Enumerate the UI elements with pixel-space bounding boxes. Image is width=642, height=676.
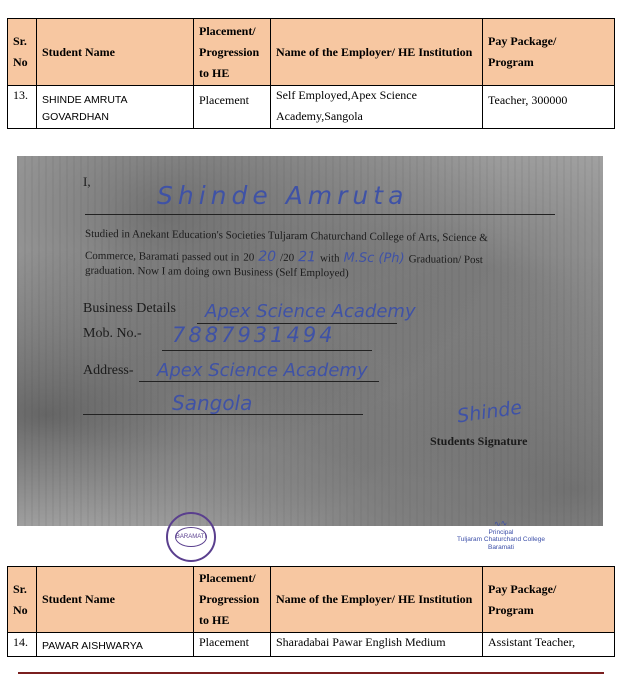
principal-college: Tuljaram Chaturchand College	[457, 536, 545, 543]
header-employer: Name of the Employer/ HE Institution	[271, 567, 483, 633]
employer-cell: Sharadabai Pawar English Medium	[271, 633, 483, 657]
name-underline	[85, 214, 555, 215]
footer-rule	[18, 672, 604, 674]
header-employer: Name of the Employer/ HE Institution	[271, 19, 483, 86]
sr-no-cell: 13.	[8, 86, 37, 129]
students-signature-label: Students Signature	[430, 434, 528, 448]
table-header-row	[8, 19, 615, 86]
college-seal	[166, 512, 216, 562]
cert-graduation-line: graduation. Now I am doing own Business (Self Employed)	[84, 264, 349, 280]
cert-i-label: I,	[83, 174, 91, 189]
address-underline-2	[83, 414, 363, 415]
principal-stamp	[445, 520, 557, 551]
scanned-certificate	[17, 156, 603, 529]
student-signature-handwritten: Shinde	[455, 396, 524, 428]
degree-handwritten: M.Sc (Ph)	[343, 250, 405, 267]
mobile-underline	[162, 350, 372, 351]
address-underline-1	[139, 381, 379, 382]
cert-studied-line: Studied in Anekant Education's Societies Tuljaram Chaturchand College of Arts, Science &	[84, 227, 488, 245]
placement-table-2	[7, 566, 615, 657]
placement-type-cell: Placement	[194, 633, 271, 657]
table-header-row	[8, 567, 615, 633]
year-to-handwritten: 21	[298, 249, 317, 266]
address-handwritten-line2: Sangola	[172, 391, 253, 415]
header-sr-no: Sr. No	[8, 19, 37, 86]
student-name-cell: PAWAR AISHWARYA	[37, 633, 194, 657]
cert-name-handwritten: Shinde Amruta	[157, 181, 409, 210]
business-details-handwritten: Apex Science Academy	[205, 301, 416, 322]
cert-commerce-line: Commerce, Baramati passed out in 20 20 /20 21 with M.Sc (Ph) Graduation/ Post	[84, 248, 483, 267]
header-placement: Placement/ Progression to HE	[194, 19, 271, 86]
principal-signature-mark: ∿∿	[493, 518, 509, 529]
placement-table-1	[7, 18, 615, 129]
table-row	[8, 86, 615, 129]
principal-title: Principal	[488, 528, 514, 536]
header-student-name: Student Name	[37, 567, 194, 633]
business-details-label: Business Details	[83, 301, 176, 316]
mobile-label: Mob. No.-	[83, 326, 142, 341]
header-student-name: Student Name	[37, 19, 194, 86]
header-pay-package: Pay Package/ Program	[483, 567, 615, 633]
year-from-handwritten: 20	[258, 248, 277, 265]
pay-package-cell: Assistant Teacher,	[483, 633, 615, 657]
header-sr-no: Sr. No	[8, 567, 37, 633]
mobile-number-handwritten: 7887931494	[172, 323, 336, 347]
seal-text: BARAMATI	[175, 527, 207, 547]
pay-package-cell: Teacher, 300000	[483, 86, 615, 129]
principal-city: Baramati	[487, 543, 514, 551]
placement-type-cell: Placement	[194, 86, 271, 129]
header-placement: Placement/ Progression to HE	[194, 567, 271, 633]
student-name-cell: SHINDE AMRUTA GOVARDHAN	[37, 86, 194, 129]
table-row	[8, 633, 615, 657]
header-pay-package: Pay Package/ Program	[483, 19, 615, 86]
address-handwritten-line1: Apex Science Academy	[157, 360, 368, 381]
sr-no-cell: 14.	[8, 633, 37, 657]
employer-cell: Self Employed,Apex Science Academy,Sangola	[271, 86, 483, 129]
address-label: Address-	[83, 363, 134, 378]
